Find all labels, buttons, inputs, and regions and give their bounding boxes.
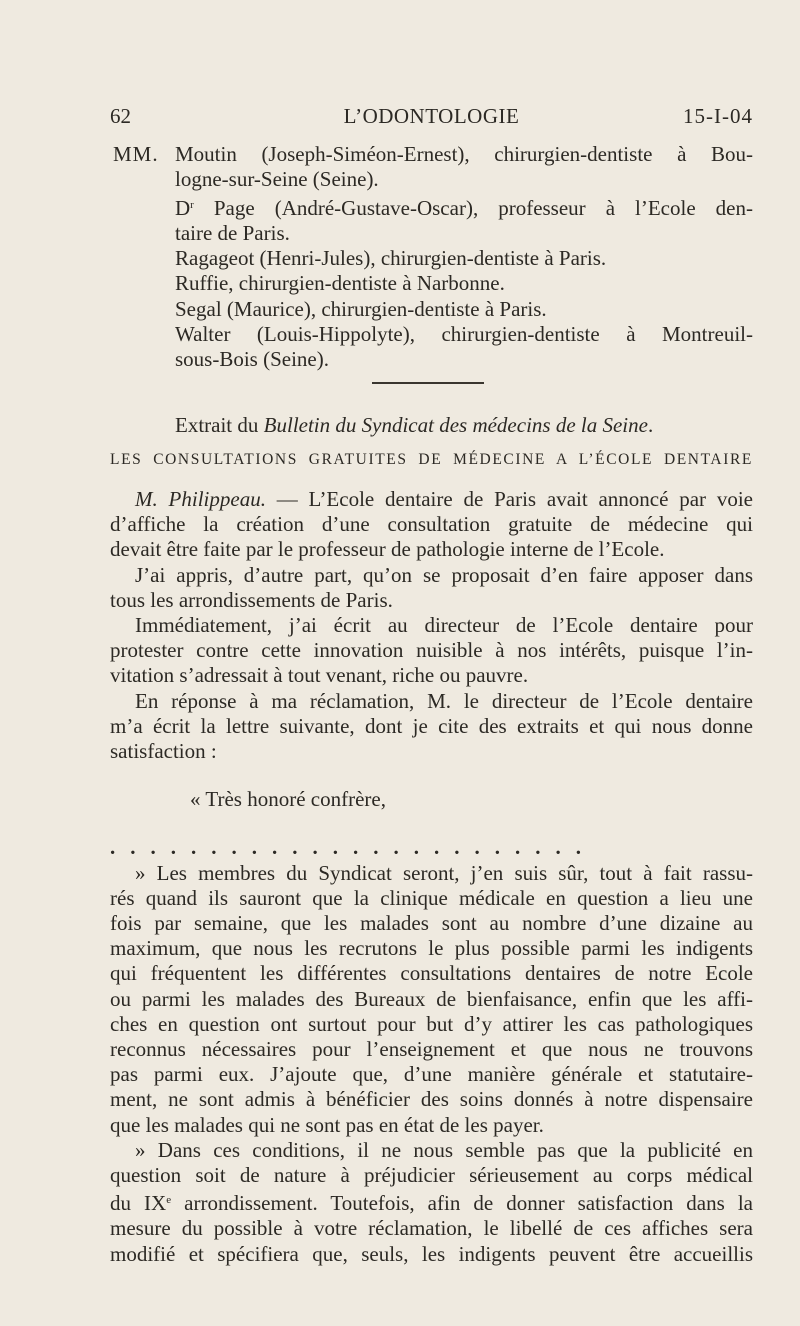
text-line: que les malades qui ne sont pas en état de les payer. — [110, 1112, 544, 1137]
text-line: question soit de nature à préjudicier sérieusement au corps médical — [110, 1163, 753, 1188]
member-entry-line: logne-sur-Seine (Seine). — [175, 167, 379, 192]
text-line: d’affiche la création d’une consultation gratuite de médecine qui — [110, 512, 753, 537]
text-line: protester contre cette innovation nuisible à nos intérêts, puisque l’in- — [110, 638, 753, 663]
extract-source-line — [175, 413, 653, 438]
member-entry-line — [175, 193, 753, 221]
running-title: L’ODONTOLOGIE — [343, 104, 520, 128]
member-list — [175, 142, 753, 373]
text-line: mesure du possible à votre réclamation, le libellé de ces affiches sera — [110, 1216, 753, 1241]
section-divider — [372, 382, 484, 384]
text-line: qui fréquentent les différentes consultations dentaires de notre Ecole — [110, 961, 753, 986]
text-line: pas parmi eux. J’ajoute que, d’une manière générale et statutaire- — [110, 1062, 753, 1087]
member-entry-line: Segal (Maurice), chirurgien-dentiste à Paris. — [175, 296, 547, 321]
text-line: reconnus nécessaires pour l’enseignement et que nous ne trouvons — [110, 1037, 753, 1062]
member-entry-line: Ragageot (Henri-Jules), chirurgien-dentiste à Paris. — [175, 246, 607, 271]
text-line: m’a écrit la lettre suivante, dont je cite des extraits et qui nous donne — [110, 713, 753, 738]
issue-date: 15-I-04 — [683, 104, 753, 128]
member-entry-text: Page (André-Gustave-Oscar), professeur à l’Ecole den- — [193, 195, 753, 220]
extract-prefix: Extrait du — [175, 413, 264, 437]
spacer — [110, 812, 753, 835]
members-prefix: MM. — [113, 142, 159, 166]
text-line: J’ai appris, d’autre part, qu’on se proposait d’en faire apposer dans — [135, 562, 753, 587]
text-line: satisfaction : — [110, 739, 217, 764]
text-line: » Les membres du Syndicat seront, j’en suis sûr, tout à fait rassu- — [135, 860, 753, 885]
spacer — [110, 764, 753, 787]
speaker-name: M. Philippeau. — [135, 487, 266, 511]
member-entry-line: Walter (Louis-Hippolyte), chirurgien-dentiste à Montreuil- — [175, 322, 753, 347]
bulletin-title: Bulletin du Syndicat des médecins de la Seine — [263, 413, 648, 437]
text-line: rés quand ils sauront que la clinique médicale en question a lieu une — [110, 885, 753, 910]
extract-suffix: . — [647, 413, 654, 437]
member-entry-line: taire de Paris. — [175, 220, 290, 245]
text-line: Immédiatement, j’ai écrit au directeur de l’Ecole dentaire pour — [135, 613, 753, 638]
running-header — [110, 104, 753, 134]
text-line: En réponse à ma réclamation, M. le directeur de l’Ecole dentaire — [135, 688, 753, 713]
letter-salutation: « Très honoré confrère, — [190, 787, 386, 812]
text-line: ment, ne sont admis à bénéficier des soins donnés à notre dispensaire — [110, 1087, 753, 1112]
text-line — [110, 487, 753, 512]
text-line: modifié et spécifiera que, seuls, les indigents peuvent être accueillis — [110, 1241, 753, 1266]
member-entry-line: Moutin (Joseph-Siméon-Ernest), chirurgien-dentiste à Bou- — [175, 142, 753, 166]
article-body — [110, 487, 753, 1267]
text-line: tous les arrondissements de Paris. — [110, 587, 393, 612]
text-line: ou parmi les malades des Bureaux de bienfaisance, enfin que les affi- — [110, 986, 753, 1011]
page-number: 62 — [110, 104, 131, 128]
text-line — [110, 1188, 753, 1216]
member-entry-line: sous-Bois (Seine). — [175, 347, 329, 372]
ordinal-sup: e — [166, 1194, 172, 1207]
text-line: fois par semaine, que les malades sont au nombre d’une dizaine au — [110, 911, 753, 936]
member-title: D — [175, 195, 191, 220]
text-span: du IX — [110, 1191, 167, 1216]
text-span: — L’Ecole dentaire de Paris avait annoncé par voie — [265, 487, 753, 511]
text-line: maximum, que nous les recrutons le plus possible parmi les indigents — [110, 936, 753, 961]
ellipsis-row: ........................ — [110, 835, 596, 860]
member-title-sup: r — [190, 198, 194, 211]
text-line: » Dans ces conditions, il ne nous semble pas que la publicité en — [135, 1137, 753, 1162]
text-line: vitation s’adressait à tout venant, riche ou pauvre. — [110, 663, 529, 688]
text-span: arrondissement. Toutefois, afin de donner satisfaction dans la — [171, 1191, 753, 1216]
member-entry-line: Ruffie, chirurgien-dentiste à Narbonne. — [175, 271, 505, 296]
text-line: devait être faite par le professeur de pathologie interne de l’Ecole. — [110, 537, 665, 562]
text-line: ches en question ont surtout pour but d’y attirer les cas pathologiques — [110, 1011, 753, 1036]
section-heading: LES CONSULTATIONS GRATUITES DE MÉDECINE A L’ÉCOLE DENTAIRE — [110, 451, 753, 468]
